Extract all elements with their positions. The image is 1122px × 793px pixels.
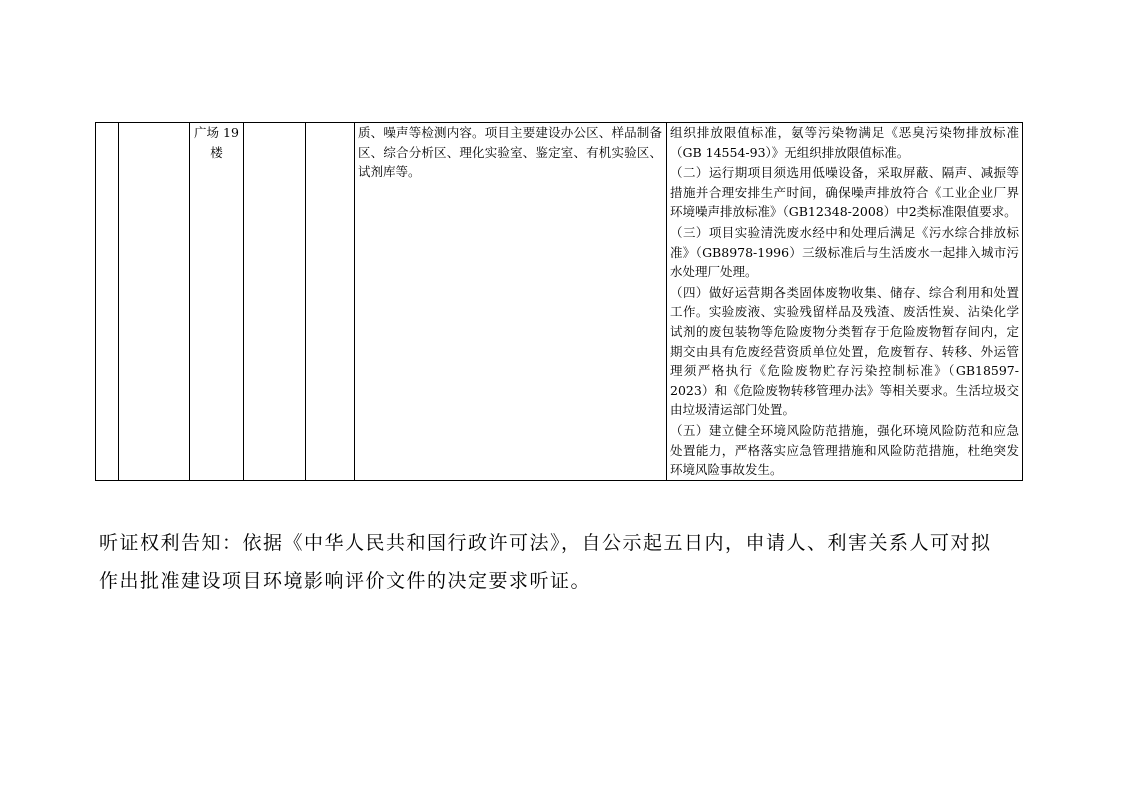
table-row	[96, 123, 1023, 481]
measure-paragraph-5: （五）建立健全环境风险防范措施，强化环境风险防范和应急处置能力，严格落实应急管理措施和风险防范措施，杜绝突发环境风险事故发生。	[670, 422, 1019, 478]
table-cell-empty-b	[306, 123, 355, 481]
approval-table	[95, 122, 1023, 481]
hearing-rights-notice	[99, 524, 1039, 600]
measure-paragraph-4: （四）做好运营期各类固体废物收集、储存、综合利用和处置工作。实验废液、实验残留样品及残渣、废活性炭、沾染化学试剂的废包装物等危险废物分类暂存于危险废物暂存间内，定期交由具有危废经营资质单位处置，危废暂存、转移、外运管理须严格执行《危险废物贮存污染控制标准》（GB18597-2023）和《危险废物转移管理办法》等相关要求。生活垃圾交由垃圾清运部门处置。	[670, 284, 1019, 418]
measure-paragraph-3: （三）项目实验清洗废水经中和处理后满足《污水综合排放标准》（GB8978-1996）三级标准后与生活废水一起排入城市污水处理厂处理。	[670, 224, 1019, 280]
table-cell-measures	[667, 123, 1023, 481]
measure-paragraph-1: 组织排放限值标准，氨等污染物满足《恶臭污染物排放标准（GB 14554-93）》无组织排放限值标准。	[670, 125, 1019, 160]
table-cell-empty-a	[244, 123, 306, 481]
table-cell-location	[190, 123, 244, 481]
notice-line-2: 作出批准建设项目环境影响评价文件的决定要求听证。	[99, 570, 592, 592]
project-content-text: 质、噪声等检测内容。项目主要建设办公区、样品制备区、综合分析区、理化实验室、鉴定室、有机实验区、试剂库等。	[358, 125, 662, 180]
table-cell-name	[119, 123, 190, 481]
location-line-2: 楼	[210, 144, 223, 160]
location-line-1: 广场 19	[194, 125, 239, 140]
notice-line-1: 听证权利告知：依据《中华人民共和国行政许可法》，自公示起五日内，申请人、利害关系人可对拟	[99, 532, 992, 554]
table-cell-project-content	[355, 123, 667, 481]
table-cell-index	[96, 123, 119, 481]
measure-paragraph-2: （二）运行期项目须选用低噪设备，采取屏蔽、隔声、减振等措施并合理安排生产时间，确保噪声排放符合《工业企业厂界环境噪声排放标准》（GB12348-2008）中2类标准限值要求。	[670, 165, 1019, 220]
